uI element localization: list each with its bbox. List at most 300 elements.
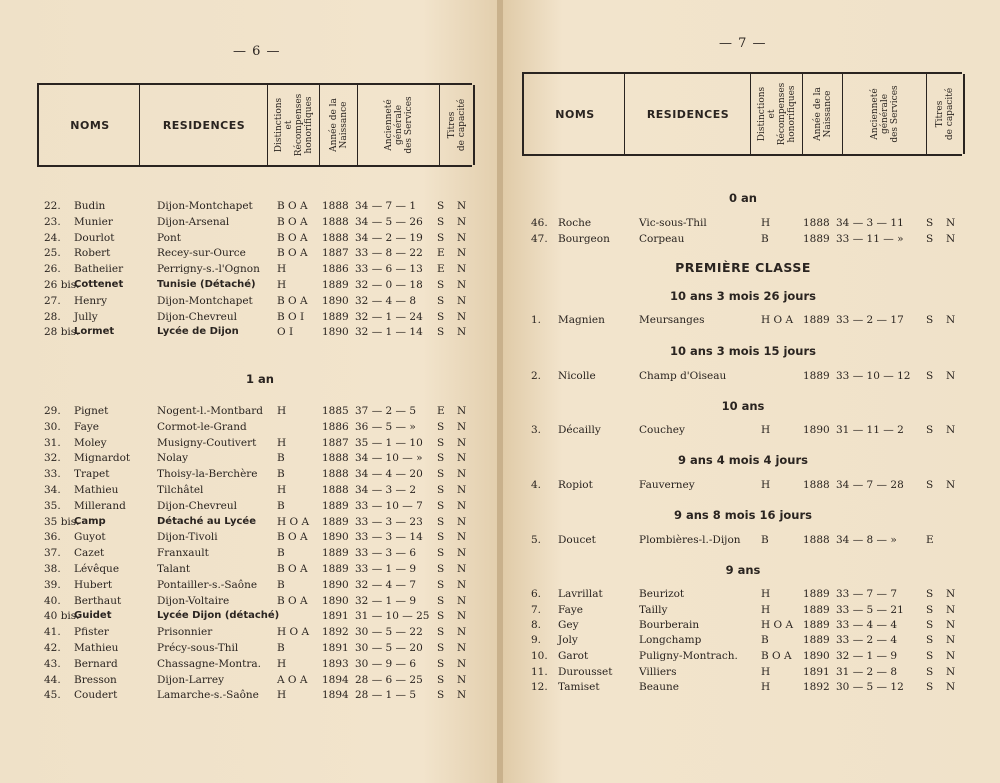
row-seniority: 32 — 1 — 9: [355, 594, 417, 607]
row-title-2: N: [457, 515, 467, 528]
row-residence: Lycée de Dijon: [157, 326, 239, 338]
row-name: Millerand: [74, 499, 126, 512]
table-row: [503, 423, 993, 437]
row-birth-year: 1889: [803, 232, 830, 245]
row-number: 3.: [531, 424, 542, 436]
row-name: Mathieu: [74, 642, 119, 654]
row-title-2: N: [457, 531, 467, 544]
row-birth-year: 1889: [322, 515, 349, 528]
row-title-1: S: [437, 499, 445, 512]
row-birth-year: 1886: [322, 263, 349, 276]
row-title-1: S: [437, 310, 445, 323]
row-title-2: N: [457, 578, 467, 591]
row-distinctions: B O A: [277, 215, 308, 228]
row-title-1: S: [437, 689, 445, 702]
row-name: Batheiier: [74, 263, 124, 276]
row-birth-year: 1888: [322, 484, 349, 496]
header-noms: [522, 74, 626, 154]
table-row: [0, 641, 490, 655]
row-title-1: S: [437, 547, 445, 560]
row-name: Mathieu: [74, 484, 119, 496]
row-seniority: 33 — 4 — 4: [836, 619, 898, 631]
row-title-1: S: [437, 515, 445, 528]
row-name: Trapet: [74, 468, 110, 481]
row-distinctions: B O A: [277, 247, 308, 260]
row-title-2: N: [946, 588, 956, 600]
row-residence: Nogent-l.-Montbard: [157, 405, 263, 417]
row-number: 7.: [531, 604, 542, 616]
row-residence: Meursanges: [639, 314, 705, 326]
table-row: [503, 680, 993, 694]
table-header: [37, 83, 472, 167]
row-birth-year: 1890: [322, 531, 349, 544]
row-title-2: N: [457, 468, 467, 481]
row-title-1: S: [926, 588, 934, 600]
row-seniority: 33 — 7 — 7: [836, 588, 898, 600]
row-distinctions: B O A: [277, 563, 308, 575]
row-birth-year: 1894: [322, 689, 349, 702]
row-seniority: 28 — 1 — 5: [355, 689, 417, 702]
row-number: 10.: [531, 650, 548, 662]
row-name: Durousset: [558, 666, 613, 678]
row-number: 1.: [531, 314, 542, 326]
header-annee-label: Année de la Naissance: [813, 87, 833, 141]
row-title-2: N: [457, 626, 467, 639]
row-title-1: S: [437, 594, 445, 607]
row-title-1: S: [437, 468, 445, 481]
row-distinctions: H O A: [761, 314, 794, 326]
row-title-1: S: [437, 610, 445, 623]
row-residence: Tailly: [639, 604, 668, 616]
row-birth-year: 1888: [803, 479, 830, 491]
row-distinctions: H: [761, 604, 771, 616]
row-birth-year: 1888: [322, 200, 349, 212]
row-distinctions: B: [277, 642, 285, 654]
row-residence: Prisonnier: [157, 626, 213, 639]
header-distinctions: [267, 85, 320, 165]
table-row: [0, 231, 490, 245]
row-residence: Dijon-Arsenal: [157, 215, 230, 228]
row-residence: Détaché au Lycée: [157, 515, 256, 527]
row-number: 38.: [44, 563, 61, 575]
row-title-2: N: [946, 619, 956, 631]
row-distinctions: B: [277, 547, 285, 560]
row-name: Lavrillat: [558, 588, 603, 600]
row-name: Joly: [558, 634, 578, 646]
row-title-1: S: [926, 232, 934, 245]
row-title-1: S: [437, 484, 445, 496]
row-seniority: 34 — 4 — 20: [355, 468, 423, 481]
row-name: Coudert: [74, 689, 118, 702]
row-number: 45.: [44, 689, 61, 702]
row-distinctions: H: [277, 263, 287, 276]
row-distinctions: H: [761, 681, 771, 693]
row-title-1: S: [437, 673, 445, 686]
row-distinctions: H: [277, 405, 287, 417]
row-birth-year: 1891: [803, 666, 830, 678]
row-birth-year: 1887: [322, 247, 349, 260]
header-anciennete-label: Ancienneté générale des Services: [384, 96, 414, 154]
row-title-1: S: [437, 326, 445, 339]
row-number: 42.: [44, 642, 61, 654]
row-seniority: 33 — 2 — 17: [836, 314, 904, 326]
row-title-1: S: [437, 436, 445, 449]
row-birth-year: 1889: [803, 604, 830, 616]
row-residence: Dijon-Tivoli: [157, 531, 218, 544]
row-seniority: 33 — 5 — 21: [836, 604, 904, 616]
row-number: 9.: [531, 634, 542, 646]
table-row: [503, 603, 993, 617]
row-title-1: S: [437, 452, 445, 465]
row-seniority: 28 — 6 — 25: [355, 673, 423, 686]
row-residence: Beaune: [639, 681, 679, 693]
left-page: [0, 0, 497, 783]
table-row: [503, 478, 993, 492]
row-distinctions: H O A: [761, 619, 794, 631]
row-residence: Tilchâtel: [157, 484, 204, 496]
row-name: Guidet: [74, 610, 112, 622]
row-name: Roche: [558, 217, 592, 229]
row-number: 39.: [44, 578, 61, 591]
row-title-1: S: [926, 370, 934, 382]
row-title-1: S: [926, 314, 934, 326]
row-name: Jully: [74, 310, 98, 323]
row-name: Lévêque: [74, 563, 120, 575]
header-residences-label: RESIDENCES: [646, 107, 730, 121]
row-seniority: 32 — 1 — 14: [355, 326, 423, 339]
row-title-2: N: [946, 314, 956, 326]
header-noms-label: NOMS: [70, 118, 110, 132]
row-title-1: E: [437, 263, 445, 276]
row-title-1: S: [926, 619, 934, 631]
row-number: 33.: [44, 468, 61, 481]
row-seniority: 33 — 10 — 12: [836, 370, 911, 382]
row-distinctions: B: [277, 499, 285, 512]
row-residence: Tunisie (Détaché): [157, 279, 256, 290]
row-number: 28 bis.: [44, 326, 80, 339]
row-residence: Fauverney: [639, 479, 695, 491]
row-title-2: N: [457, 294, 467, 307]
table-row: [0, 515, 490, 529]
row-title-1: S: [926, 479, 934, 491]
table-row: [0, 451, 490, 465]
row-title-2: N: [946, 681, 956, 693]
table-row: [503, 216, 993, 230]
row-distinctions: H: [761, 588, 771, 600]
row-seniority: 30 — 5 — 22: [355, 626, 423, 639]
row-name: Lormet: [74, 326, 115, 338]
row-residence: Franxault: [157, 547, 209, 560]
row-residence: Talant: [157, 563, 191, 575]
row-number: 23.: [44, 215, 61, 228]
table-row: [503, 633, 993, 647]
table-row: [0, 657, 490, 671]
row-title-2: N: [946, 232, 956, 245]
row-name: Robert: [74, 247, 111, 260]
row-title-1: S: [437, 294, 445, 307]
header-titres-label: Titres de capacité: [446, 98, 467, 152]
table-row: [503, 649, 993, 663]
row-name: Munier: [74, 215, 113, 228]
row-number: 28.: [44, 310, 61, 323]
row-title-2: N: [457, 231, 467, 244]
table-row: [0, 404, 490, 418]
row-title-2: N: [457, 610, 467, 623]
row-seniority: 35 — 1 — 10: [355, 436, 423, 449]
table-row: [0, 530, 490, 544]
row-title-2: N: [457, 452, 467, 465]
row-seniority: 32 — 4 — 7: [355, 578, 417, 591]
row-distinctions: B O A: [761, 650, 792, 662]
row-birth-year: 1888: [322, 452, 349, 465]
row-title-2: N: [946, 666, 956, 678]
row-seniority: 34 — 3 — 11: [836, 217, 904, 229]
row-birth-year: 1889: [322, 279, 349, 291]
row-seniority: 31 — 10 — 25: [355, 610, 430, 623]
group-heading: 10 ans 3 mois 26 jours: [669, 289, 817, 303]
row-seniority: 32 — 4 — 8: [355, 294, 417, 307]
row-title-2: N: [946, 370, 956, 382]
row-title-2: N: [457, 200, 467, 212]
row-residence: Cormot-le-Grand: [157, 420, 247, 433]
table-row: [0, 467, 490, 481]
group-heading: 10 ans 3 mois 15 jours: [669, 344, 817, 358]
table-row: [503, 665, 993, 679]
row-title-2: N: [457, 279, 467, 291]
row-title-2: N: [457, 215, 467, 228]
group-heading: 10 ans: [721, 399, 765, 413]
table-row: [0, 420, 490, 434]
row-birth-year: 1889: [322, 547, 349, 560]
row-distinctions: B O A: [277, 594, 308, 607]
row-residence: Champ d'Oiseau: [639, 370, 727, 382]
row-residence: Précy-sous-Thil: [157, 642, 239, 654]
row-title-2: N: [457, 484, 467, 496]
row-distinctions: H: [277, 657, 287, 670]
row-seniority: 31 — 2 — 8: [836, 666, 898, 678]
row-birth-year: 1888: [803, 217, 830, 229]
row-birth-year: 1890: [803, 650, 830, 662]
row-distinctions: H O A: [277, 515, 310, 528]
row-seniority: 32 — 1 — 24: [355, 310, 423, 323]
page-number: — 7 —: [719, 36, 767, 51]
row-distinctions: B: [761, 232, 769, 245]
row-birth-year: 1890: [322, 578, 349, 591]
row-name: Ropiot: [558, 479, 593, 491]
header-residences: [624, 74, 751, 154]
row-title-1: E: [926, 534, 934, 546]
row-seniority: 30 — 9 — 6: [355, 657, 417, 670]
row-residence: Perrigny-s.-l'Ognon: [157, 263, 260, 276]
row-number: 26.: [44, 263, 61, 276]
row-title-2: N: [457, 689, 467, 702]
table-row: [0, 199, 490, 213]
row-birth-year: 1890: [803, 424, 830, 436]
page-number: — 6 —: [233, 44, 281, 59]
row-number: 4.: [531, 479, 542, 491]
row-title-2: N: [946, 650, 956, 662]
header-annee-label: Année de la Naissance: [329, 98, 349, 152]
header-anciennete-label: Ancienneté générale des Services: [870, 85, 900, 143]
row-birth-year: 1891: [322, 610, 349, 623]
row-residence: Recey-sur-Ource: [157, 247, 246, 260]
row-birth-year: 1889: [803, 619, 830, 631]
row-residence: Dijon-Chevreul: [157, 310, 237, 323]
table-row: [0, 499, 490, 513]
row-name: Garot: [558, 650, 589, 662]
row-birth-year: 1886: [322, 420, 349, 433]
row-seniority: 33 — 3 — 14: [355, 531, 423, 544]
row-distinctions: H: [761, 424, 771, 436]
row-title-2: N: [946, 424, 956, 436]
row-seniority: 36 — 5 — »: [355, 420, 416, 433]
row-title-1: S: [437, 279, 445, 291]
row-title-1: S: [926, 604, 934, 616]
row-residence: Vic-sous-Thil: [639, 217, 707, 229]
row-number: 30.: [44, 420, 61, 433]
row-title-2: N: [457, 563, 467, 575]
row-number: 34.: [44, 484, 61, 496]
row-seniority: 34 — 7 — 28: [836, 479, 904, 491]
row-name: Tamiset: [558, 681, 600, 693]
header-residences-label: RESIDENCES: [162, 118, 246, 132]
row-title-2: N: [946, 604, 956, 616]
row-name: Budin: [74, 200, 106, 212]
row-number: 35.: [44, 499, 61, 512]
row-title-2: N: [457, 436, 467, 449]
row-number: 26 bis.: [44, 279, 80, 291]
group-heading: 9 ans: [725, 563, 761, 577]
row-title-2: N: [457, 263, 467, 276]
row-name: Mignardot: [74, 452, 131, 465]
row-name: Guyot: [74, 531, 106, 544]
row-residence: Villiers: [639, 666, 677, 678]
table-row: [503, 587, 993, 601]
row-birth-year: 1889: [322, 499, 349, 512]
row-seniority: 32 — 1 — 9: [836, 650, 898, 662]
row-title-1: S: [437, 231, 445, 244]
table-row: [503, 369, 993, 383]
row-title-2: N: [457, 326, 467, 339]
row-seniority: 34 — 3 — 2: [355, 484, 417, 496]
row-distinctions: A O A: [277, 673, 308, 686]
row-name: Bourgeon: [558, 232, 610, 245]
row-distinctions: H: [277, 484, 287, 496]
row-number: 40.: [44, 594, 61, 607]
row-seniority: 33 — 10 — 7: [355, 499, 423, 512]
table-row: [0, 278, 490, 292]
header-titres: [926, 74, 965, 154]
table-row: [0, 294, 490, 308]
row-title-2: N: [457, 420, 467, 433]
row-residence: Plombières-l.-Dijon: [639, 534, 741, 546]
row-seniority: 33 — 8 — 22: [355, 247, 423, 260]
group-heading: 9 ans 8 mois 16 jours: [673, 508, 813, 522]
row-distinctions: H: [761, 666, 771, 678]
row-number: 43.: [44, 657, 61, 670]
row-distinctions: H: [277, 279, 287, 291]
row-title-1: S: [437, 531, 445, 544]
row-number: 31.: [44, 436, 61, 449]
row-birth-year: 1890: [322, 326, 349, 339]
row-distinctions: B: [277, 578, 285, 591]
row-seniority: 33 — 2 — 4: [836, 634, 898, 646]
row-birth-year: 1888: [322, 468, 349, 481]
table-row: [0, 594, 490, 608]
row-distinctions: H: [761, 479, 771, 491]
table-row: [0, 562, 490, 576]
row-number: 5.: [531, 534, 542, 546]
row-seniority: 33 — 3 — 6: [355, 547, 417, 560]
row-number: 35 bis.: [44, 515, 80, 528]
header-annee: [319, 85, 358, 165]
row-seniority: 32 — 0 — 18: [355, 279, 423, 291]
row-distinctions: H O A: [277, 626, 310, 639]
header-distinctions-label: Distinctions et Récompenses honorifiques: [757, 82, 797, 146]
table-row: [503, 533, 993, 547]
row-residence: Lamarche-s.-Saône: [157, 689, 259, 702]
row-seniority: 31 — 11 — 2: [836, 424, 904, 436]
table-row: [0, 436, 490, 450]
row-name: Berthaut: [74, 594, 122, 607]
row-residence: Pont: [157, 231, 181, 244]
row-name: Décailly: [558, 424, 601, 436]
section-heading: 1 an: [246, 372, 274, 386]
row-birth-year: 1890: [322, 594, 349, 607]
row-name: Camp: [74, 515, 106, 527]
row-birth-year: 1889: [322, 310, 349, 323]
row-birth-year: 1889: [803, 370, 830, 382]
right-page: [503, 0, 1000, 783]
row-residence: Puligny-Montrach.: [639, 650, 738, 662]
table-row: [0, 609, 490, 623]
row-number: 24.: [44, 231, 61, 244]
row-name: Cottenet: [74, 279, 124, 290]
row-birth-year: 1891: [322, 642, 349, 654]
row-title-2: N: [457, 547, 467, 560]
row-name: Dourlot: [74, 231, 115, 244]
row-seniority: 33 — 6 — 13: [355, 263, 423, 276]
row-number: 25.: [44, 247, 61, 260]
table-row: [503, 313, 993, 327]
row-birth-year: 1893: [322, 657, 349, 670]
row-residence: Corpeau: [639, 232, 685, 245]
row-birth-year: 1889: [322, 563, 349, 575]
row-seniority: 33 — 3 — 23: [355, 515, 423, 528]
row-birth-year: 1888: [803, 534, 830, 546]
row-title-2: N: [946, 217, 956, 229]
table-row: [0, 262, 490, 276]
row-name: Pfister: [74, 626, 109, 639]
row-name: Gey: [558, 619, 579, 631]
row-residence: Beurizot: [639, 588, 685, 600]
row-name: Bresson: [74, 673, 117, 686]
row-number: 40 bis.: [44, 610, 80, 623]
header-annee: [802, 74, 843, 154]
table-row: [0, 215, 490, 229]
row-title-2: N: [457, 642, 467, 654]
row-birth-year: 1887: [322, 436, 349, 449]
table-row: [503, 232, 993, 246]
row-residence: Dijon-Larrey: [157, 673, 225, 686]
row-number: 12.: [531, 681, 548, 693]
row-name: Faye: [558, 604, 583, 616]
group-heading: 9 ans 4 mois 4 jours: [677, 453, 809, 467]
row-title-1: S: [437, 642, 445, 654]
table-header: [522, 72, 962, 156]
table-row: [0, 325, 490, 339]
row-distinctions: B: [761, 534, 769, 546]
